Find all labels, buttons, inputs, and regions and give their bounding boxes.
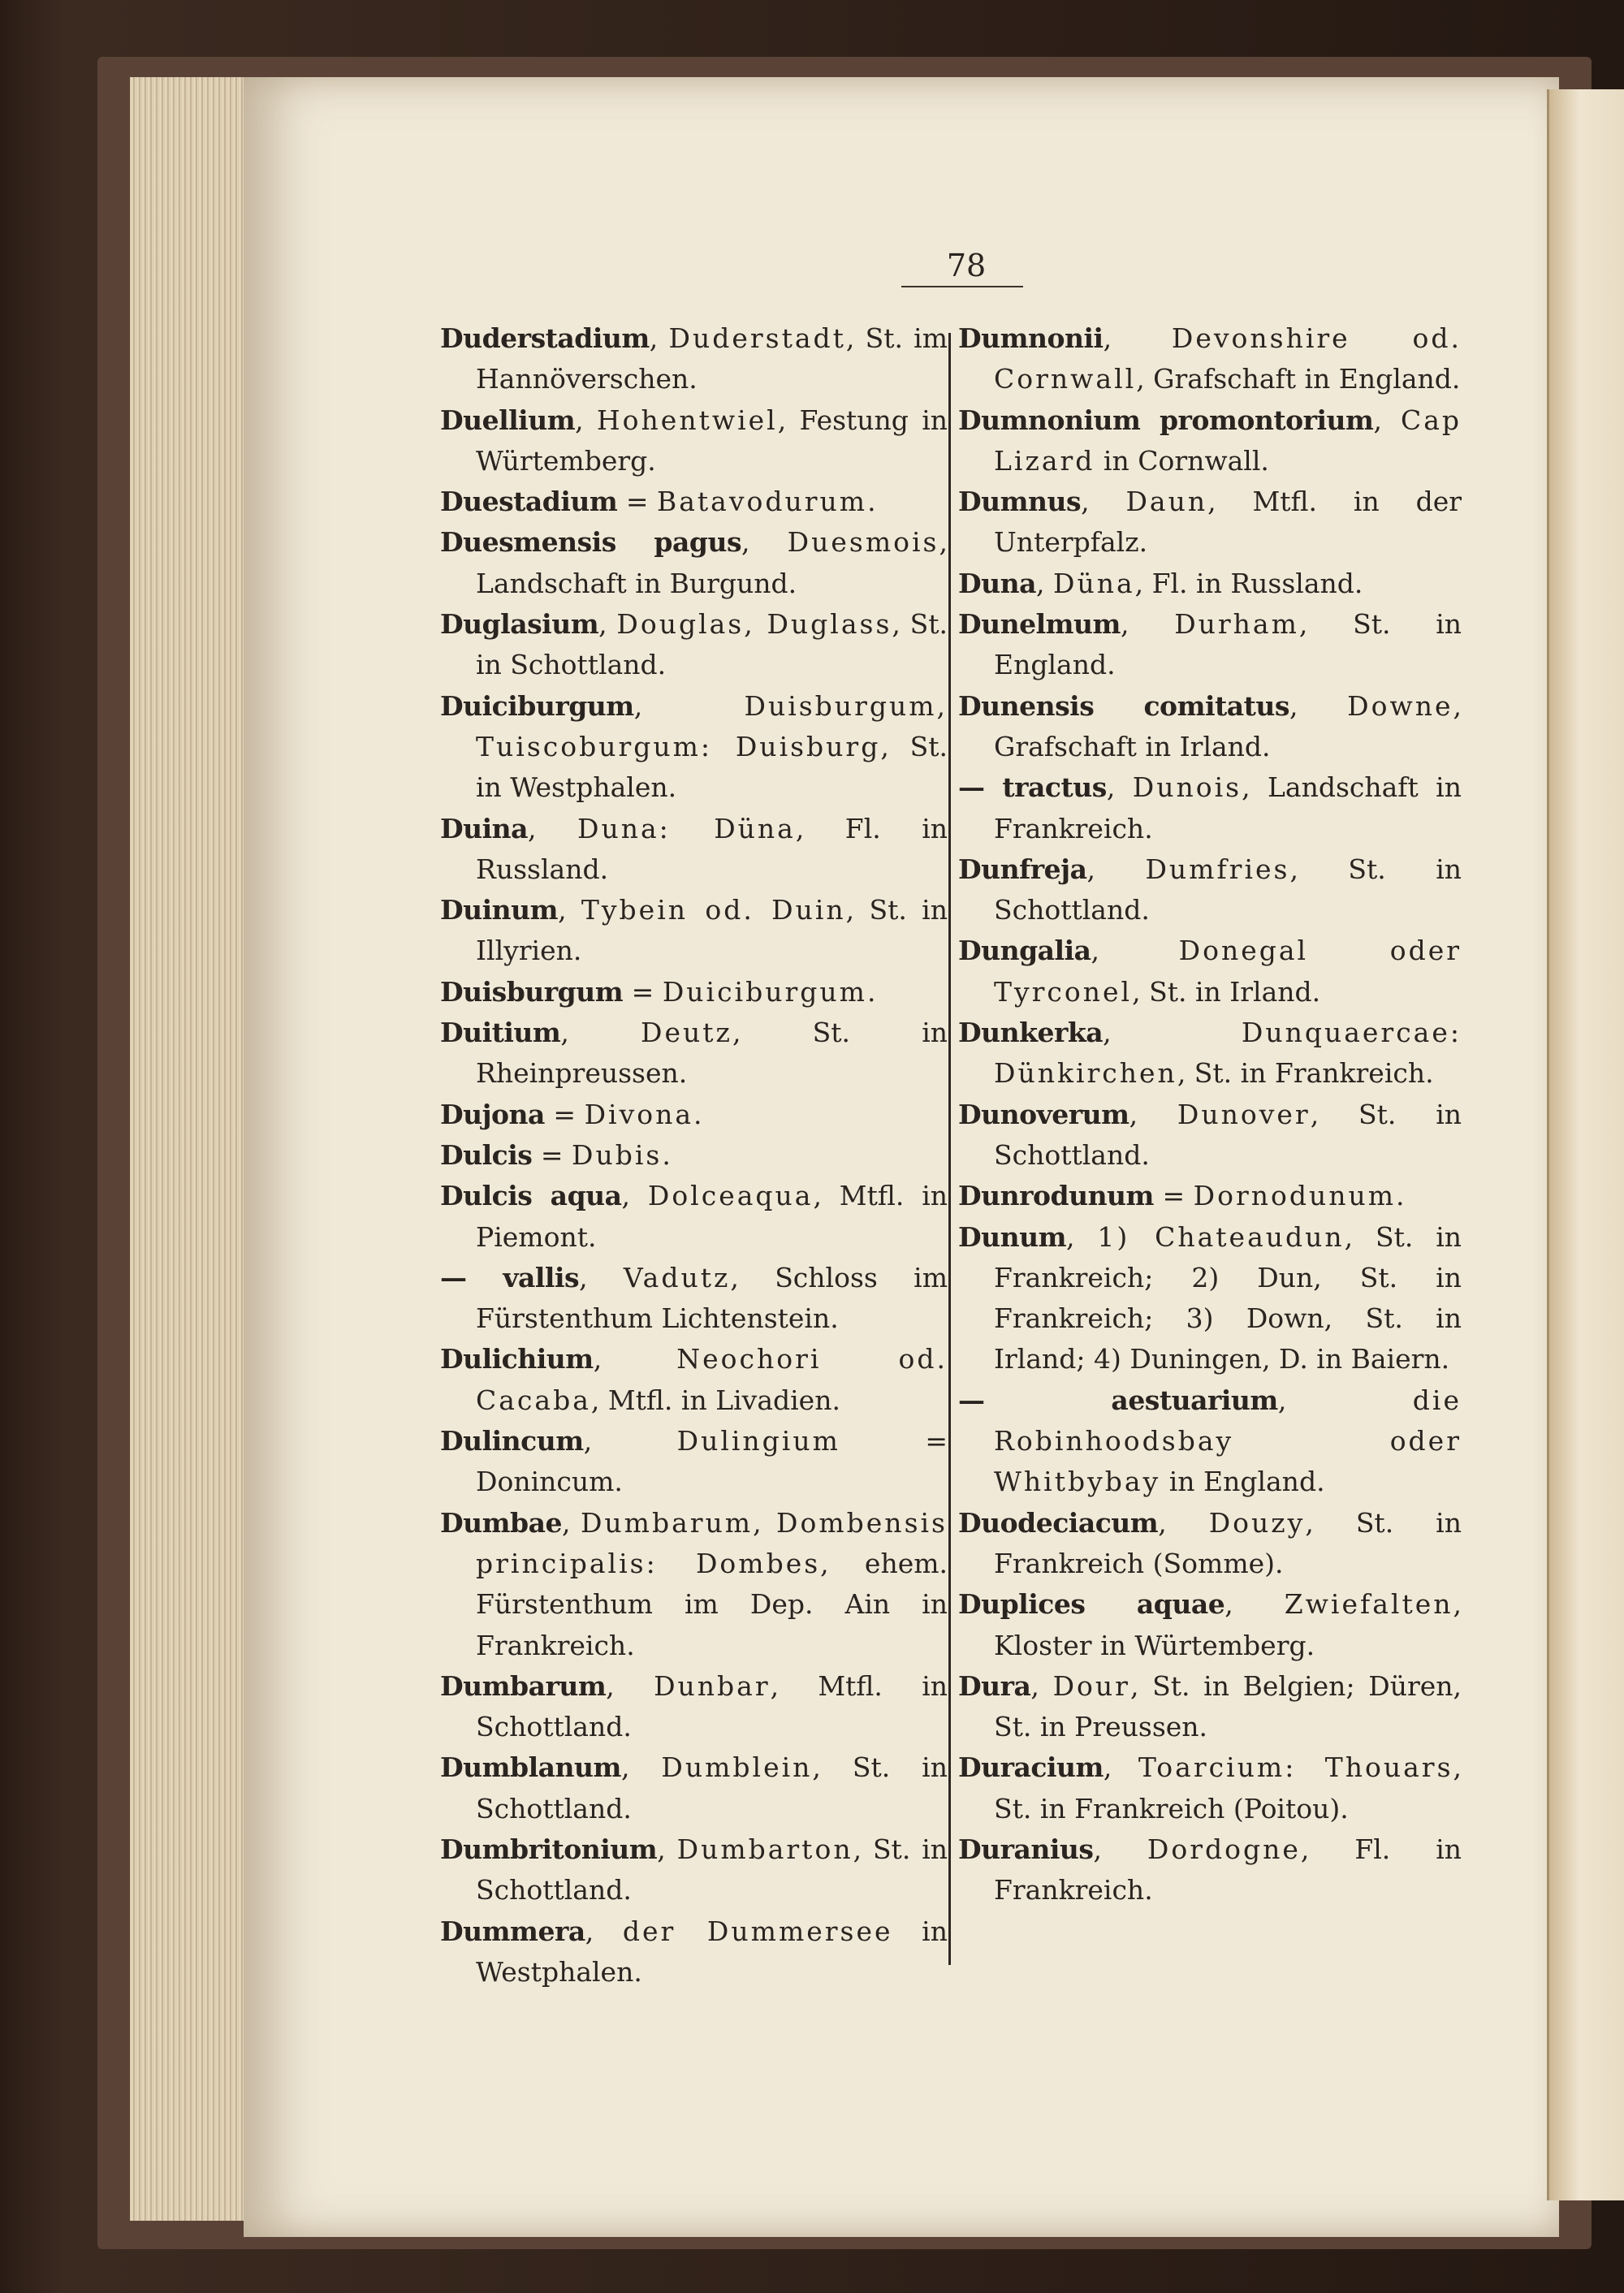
entry-modern-name: Divona [584, 1098, 694, 1130]
entry-note: , Mtfl. in der Unterpfalz. [994, 486, 1462, 559]
entry-headword: Duiciburgum [440, 689, 634, 722]
page-number-rule [901, 286, 1023, 287]
dictionary-entry: Dumbritonium, Dumbarton, St. in Schottland. [440, 1833, 948, 1907]
entry-note: , St. in England. [994, 608, 1462, 681]
entry-note: , Grafschaft in England. [1136, 363, 1461, 395]
entry-note: , St. in Frankreich (Somme). [994, 1506, 1462, 1579]
entry-note: , St. in Schottland. [476, 1833, 948, 1907]
entry-headword: Dunoverum [958, 1098, 1129, 1130]
entry-modern-name: Dubis [572, 1138, 663, 1171]
entry-headword: Duestadium [440, 486, 618, 518]
entry-headword: Dunfreja [958, 853, 1087, 885]
entry-note: , Grafschaft in Irland. [994, 689, 1462, 762]
entry-headword: — aestuarium [958, 1384, 1278, 1416]
entry-note: , Fl. in Russland. [476, 812, 948, 885]
page-number: 78 [946, 248, 987, 283]
entry-headword: Dumnus [958, 486, 1082, 518]
dictionary-entry: — aestuarium, die Robinhoodsbay oder Whitbybay in England. [958, 1384, 1462, 1498]
dictionary-entry: Dura, Dour, St. in Belgien; Düren, St. in Preussen. [958, 1669, 1462, 1743]
entry-note: , St. in Frankreich; 2) Dun, St. in Frankreich; 3) Down, St. in Irland; 4) Duningen, D. in Baiern. [994, 1220, 1462, 1375]
entry-modern-name: Dumbarum, Dombensis principalis: Dombes [476, 1506, 948, 1579]
entry-note: , Mtfl. in Piemont. [476, 1180, 948, 1253]
entry-note: , St. in Rheinpreussen. [476, 1017, 948, 1090]
entry-note: , St. in Schottland. [476, 608, 948, 681]
entry-modern-name: Dumbarton [676, 1833, 853, 1865]
entry-modern-name: Duisburgum, Tuiscoburgum: Duisburg [476, 689, 948, 762]
dictionary-entry: — vallis, Vadutz, Schloss im Fürstenthum Lichtenstein. [440, 1261, 948, 1335]
dictionary-entry: Dulichium, Neochori od. Cacaba, Mtfl. in Livadien. [440, 1343, 948, 1416]
entry-note: , Kloster in Würtemberg. [994, 1588, 1462, 1661]
entry-headword: Dummera [440, 1915, 585, 1947]
entry-note: , ehem. Fürstenthum im Dep. Ain in Frankreich. [476, 1547, 948, 1661]
entry-note: , St. in Belgien; Düren, St. in Preussen. [994, 1669, 1462, 1743]
dictionary-entry: Dujona = Divona. [440, 1098, 702, 1130]
dictionary-entry: Dumnonium promontorium, Cap Lizard in Cornwall. [958, 404, 1462, 477]
dictionary-entry: Dumbae, Dumbarum, Dombensis principalis: Dombes, ehem. Fürstenthum im Dep. Ain in Frankreich. [440, 1506, 948, 1661]
dictionary-entry: Duinum, Tybein od. Duin, St. in Illyrien. [440, 894, 948, 967]
dictionary-entry: Duranius, Dordogne, Fl. in Frankreich. [958, 1833, 1462, 1907]
entry-headword: Dulincum [440, 1425, 584, 1457]
entry-modern-name: Duna: Düna [577, 812, 796, 844]
entry-note: . [693, 1098, 702, 1130]
entry-note: , Landschaft in Frankreich. [994, 771, 1462, 844]
entry-note: , St. in Frankreich (Poitou). [994, 1751, 1462, 1824]
entry-headword: Duisburgum [440, 975, 624, 1008]
entry-modern-name: Devonshire od. Cornwall [994, 322, 1462, 395]
entry-headword: Dumbritonium [440, 1833, 658, 1865]
entry-note: , St. in Schottland. [476, 1751, 948, 1824]
entry-note: , Fl. in Russland. [1134, 567, 1363, 599]
dictionary-entry: Duina, Duna: Düna, Fl. in Russland. [440, 812, 948, 885]
entry-modern-name: Dunquaercae: Dünkirchen [994, 1017, 1462, 1090]
dictionary-entry: Dunensis comitatus, Downe, Grafschaft in Irland. [958, 689, 1462, 762]
right-column [958, 318, 1462, 1911]
entry-modern-name: Douglas, Duglass [616, 608, 892, 641]
dictionary-entry: Dumnus, Daun, Mtfl. in der Unterpfalz. [958, 486, 1462, 559]
dictionary-entry: Dunrodunum = Dornodunum. [958, 1180, 1405, 1212]
entry-headword: Dunelmum [958, 608, 1121, 641]
entry-modern-name: Duderstadt [668, 322, 846, 354]
dictionary-entry: Duestadium = Batavodurum. [440, 486, 876, 518]
dictionary-entry: Duellium, Hohentwiel, Festung in Würtemberg. [440, 404, 948, 477]
entry-headword: Dumnonii [958, 322, 1104, 354]
entry-headword: Dunensis comitatus [958, 689, 1289, 722]
entry-note: , St. in Schottland. [994, 853, 1462, 926]
entry-modern-name: Dunois [1132, 771, 1242, 804]
entry-modern-name: Dunover [1177, 1098, 1311, 1130]
entry-headword: Dumnonium promontorium [958, 404, 1374, 436]
entry-note: . [662, 1138, 671, 1171]
entry-note: , St. in Westphalen. [476, 730, 948, 804]
entry-modern-name: Zwiefalten [1284, 1588, 1453, 1621]
entry-headword: Duna [958, 567, 1036, 599]
entry-modern-name: Daun [1125, 486, 1208, 518]
entry-note: . [866, 975, 876, 1008]
entry-headword: Duplices aquae [958, 1588, 1225, 1621]
entry-modern-name: Douzy [1208, 1506, 1306, 1539]
dictionary-entry: Dulincum, Dulingium = Donincum. [440, 1425, 948, 1498]
entry-headword: Dujona [440, 1098, 545, 1130]
entry-headword: Dulcis aqua [440, 1180, 622, 1212]
entry-note: , St. in Irland. [1132, 975, 1321, 1008]
entry-modern-name: Tybein od. Duin [581, 894, 846, 926]
entry-modern-name: Dour [1052, 1669, 1130, 1702]
entry-note: in Westphalen. [476, 1915, 948, 1988]
entry-modern-name: Düna [1052, 567, 1135, 599]
entry-modern-name: Cap Lizard [994, 404, 1462, 477]
entry-modern-name: Dumblein [661, 1751, 813, 1784]
entry-note: , Fl. in Frankreich. [994, 1833, 1462, 1907]
entry-note: . [1396, 1180, 1405, 1212]
entry-headword: Dunkerka [958, 1017, 1104, 1049]
entry-note: , St. in Frankreich. [1177, 1057, 1434, 1090]
entry-headword: Duranius [958, 1833, 1094, 1865]
entry-modern-name: 1) Chateaudun [1097, 1220, 1345, 1253]
entry-headword: Dumbae [440, 1506, 562, 1539]
dictionary-entry: Duitium, Deutz, St. in Rheinpreussen. [440, 1017, 948, 1090]
entry-headword: Dura [958, 1669, 1031, 1702]
entry-modern-name: Hohentwiel [596, 404, 778, 436]
dictionary-entry: Duiciburgum, Duisburgum, Tuiscoburgum: Duisburg, St. in Westphalen. [440, 689, 948, 804]
entry-headword: Dungalia [958, 935, 1091, 967]
entry-note: , St. in Schottland. [994, 1098, 1462, 1171]
entry-note: , St. in Illyrien. [476, 894, 948, 967]
entry-note: , Landschaft in Burgund. [476, 526, 948, 599]
entry-headword: Duodeciacum [958, 1506, 1159, 1539]
dictionary-entry: Dunelmum, Durham, St. in England. [958, 608, 1462, 681]
entry-modern-name: Donegal oder Tyrconel [994, 935, 1462, 1008]
entry-headword: Dumbarum [440, 1669, 607, 1702]
dictionary-entry: Duracium, Toarcium: Thouars, St. in Frankreich (Poitou). [958, 1751, 1462, 1824]
entry-modern-name: Dolceaqua [647, 1180, 814, 1212]
entry-modern-name: Downe [1347, 689, 1453, 722]
dictionary-entry: — tractus, Dunois, Landschaft in Frankreich. [958, 771, 1462, 844]
entry-modern-name: Dornodunum [1193, 1180, 1397, 1212]
entry-note: , Mtfl. in Livadien. [590, 1384, 840, 1416]
entry-headword: Duina [440, 812, 529, 844]
entry-headword: Dulichium [440, 1343, 594, 1375]
dictionary-entry: Duplices aquae, Zwiefalten, Kloster in Würtemberg. [958, 1588, 1462, 1661]
entry-headword: Duderstadium [440, 322, 650, 354]
entry-note: , Schloss im Fürstenthum Lichtenstein. [476, 1261, 948, 1335]
entry-modern-name: Toarcium: Thouars [1138, 1751, 1453, 1784]
left-column [440, 318, 948, 1993]
dictionary-entry: Dulcis = Dubis. [440, 1138, 671, 1171]
entry-headword: Duglasium [440, 608, 599, 641]
entry-modern-name: Dordogne [1147, 1833, 1301, 1865]
entry-headword: Duellium [440, 404, 576, 436]
dictionary-entry: Dumblanum, Dumblein, St. in Schottland. [440, 1751, 948, 1824]
entry-headword: — tractus [958, 771, 1107, 804]
dictionary-entry: Dunfreja, Dumfries, St. in Schottland. [958, 853, 1462, 926]
entry-note: = Donincum. [476, 1425, 948, 1498]
dictionary-entry: Dunoverum, Dunover, St. in Schottland. [958, 1098, 1462, 1171]
entry-modern-name: die Robinhoodsbay oder Whitbybay [994, 1384, 1462, 1498]
entry-note: , Festung in Würtemberg. [476, 404, 948, 477]
dictionary-entry: Duesmensis pagus, Duesmois, Landschaft in Burgund. [440, 526, 948, 599]
entry-modern-name: der Dummersee [622, 1915, 893, 1947]
dictionary-entry: Dungalia, Donegal oder Tyrconel, St. in Irland. [958, 935, 1462, 1008]
entry-headword: Dunrodunum [958, 1180, 1154, 1212]
dictionary-entry: Dunkerka, Dunquaercae: Dünkirchen, St. in Frankreich. [958, 1017, 1462, 1090]
entry-headword: Duitium [440, 1017, 561, 1049]
dictionary-entry: Duisburgum = Duiciburgum. [440, 975, 876, 1008]
entry-headword: Duracium [958, 1751, 1104, 1784]
entry-headword: Dunum [958, 1220, 1067, 1253]
dictionary-entry: Duderstadium, Duderstadt, St. im Hannöverschen. [440, 322, 948, 395]
dictionary-entry: Dummera, der Dummersee in Westphalen. [440, 1915, 948, 1988]
entry-headword: Dulcis [440, 1138, 533, 1171]
entry-note: in Cornwall. [1095, 444, 1269, 477]
dictionary-entry: Dumbarum, Dunbar, Mtfl. in Schottland. [440, 1669, 948, 1743]
dictionary-entry: Dumnonii, Devonshire od. Cornwall, Grafschaft in England. [958, 322, 1462, 395]
dictionary-entry: Dunum, 1) Chateaudun, St. in Frankreich; 2) Dun, St. in Frankreich; 3) Down, St. in Irland; 4) Duningen, D. in Baiern. [958, 1220, 1462, 1375]
entry-modern-name: Dunbar [654, 1669, 771, 1702]
entry-headword: Duinum [440, 894, 559, 926]
dictionary-entry: Duna, Düna, Fl. in Russland. [958, 567, 1363, 599]
entry-modern-name: Batavodurum [656, 486, 868, 518]
facing-page-edge [1547, 89, 1624, 2200]
entry-modern-name: Neochori od. Cacaba [476, 1343, 948, 1416]
column-divider [948, 333, 951, 1965]
entry-modern-name: Vadutz [623, 1261, 731, 1293]
entry-modern-name: Dulingium [676, 1425, 840, 1457]
entry-modern-name: Deutz [641, 1017, 732, 1049]
entry-note: , St. im Hannöverschen. [476, 322, 948, 395]
entry-headword: — vallis [440, 1261, 580, 1293]
dictionary-entry: Duglasium, Douglas, Duglass, St. in Schottland. [440, 608, 948, 681]
entry-modern-name: Duesmois [787, 526, 939, 559]
entry-note: in England. [1160, 1466, 1325, 1498]
dictionary-entry: Duodeciacum, Douzy, St. in Frankreich (Somme). [958, 1506, 1462, 1579]
dictionary-entry: Dulcis aqua, Dolceaqua, Mtfl. in Piemont. [440, 1180, 948, 1253]
entry-note: , Mtfl. in Schottland. [476, 1669, 948, 1743]
entry-headword: Duesmensis pagus [440, 526, 742, 559]
entry-modern-name: Duiciburgum [662, 975, 867, 1008]
entry-headword: Dumblanum [440, 1751, 621, 1784]
entry-modern-name: Dumfries [1145, 853, 1290, 885]
entry-modern-name: Durham [1174, 608, 1299, 641]
entry-note: . [867, 486, 876, 518]
